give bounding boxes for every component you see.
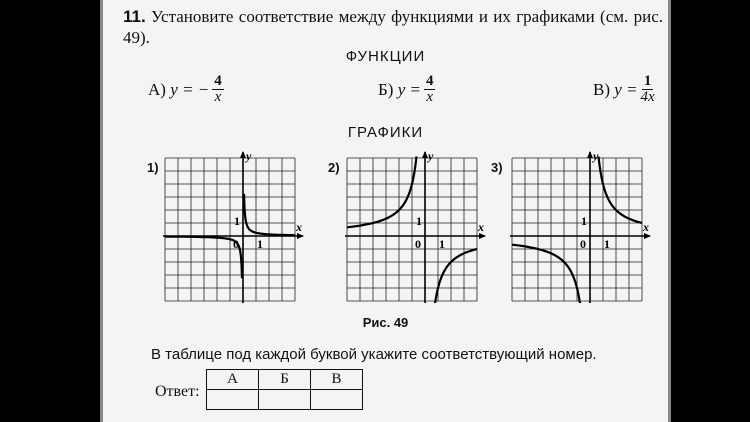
x-unit-label: 1 — [439, 237, 445, 251]
function-letter: Б) — [378, 79, 394, 99]
x-axis-label: x — [296, 220, 302, 234]
y-unit-label: 1 — [581, 214, 587, 228]
y-axis-label: y — [593, 149, 599, 163]
y-unit-label: 1 — [234, 214, 240, 228]
instruction-text: В таблице под каждой буквой укажите соответствующий номер. — [151, 346, 597, 363]
hyperbola-branch — [435, 249, 477, 303]
graph-1 — [161, 148, 309, 303]
function-lhs: y = — [614, 79, 638, 99]
x-axis-label: x — [643, 220, 649, 234]
answer-column-b: Б — [259, 370, 311, 390]
hyperbola-branch — [512, 245, 580, 303]
x-unit-label: 1 — [604, 237, 610, 251]
graph-2 — [343, 148, 493, 303]
function-fraction — [641, 74, 655, 105]
origin-label: 0 — [415, 237, 421, 251]
x-axis-label: x — [478, 220, 484, 234]
answer-table — [206, 369, 363, 410]
function-lhs: y = — [397, 79, 421, 99]
fraction-denominator: 4x — [640, 89, 655, 105]
fraction-denominator: x — [214, 89, 222, 105]
answer-column-c: В — [311, 370, 363, 390]
fraction-numerator: 4 — [425, 73, 434, 89]
y-axis-label: y — [246, 149, 252, 163]
function-b — [378, 74, 435, 105]
hyperbola-branch — [599, 157, 643, 224]
answer-column-a: А — [207, 370, 259, 390]
x-unit-label: 1 — [257, 237, 263, 251]
task-statement — [123, 6, 663, 48]
answer-cell-b[interactable] — [259, 390, 311, 410]
graphs-heading: ГРАФИКИ — [347, 124, 424, 141]
y-unit-label: 1 — [416, 214, 422, 228]
y-axis-label: y — [428, 149, 434, 163]
answer-cell-c[interactable] — [311, 390, 363, 410]
task-text: Установите соответствие между функциями и их графиками (см. рис. 49). — [123, 7, 664, 47]
answer-cell-a[interactable] — [207, 390, 259, 410]
function-fraction — [424, 74, 436, 105]
functions-heading: ФУНКЦИИ — [345, 48, 426, 65]
figure-caption: Рис. 49 — [362, 315, 409, 330]
hyperbola-branch — [165, 237, 242, 279]
graph-3 — [508, 148, 658, 303]
function-c — [593, 74, 655, 105]
function-fraction — [212, 74, 224, 105]
hyperbola-branch — [244, 194, 295, 235]
function-lhs: y = − — [170, 79, 210, 99]
fraction-numerator: 1 — [643, 73, 652, 89]
function-letter: В) — [593, 79, 610, 99]
textbook-page — [100, 0, 671, 422]
graph-2-label: 2) — [328, 160, 340, 175]
origin-label: 0 — [233, 237, 239, 251]
function-letter: А) — [148, 79, 166, 99]
graph-3-label: 3) — [491, 160, 503, 175]
origin-label: 0 — [580, 237, 586, 251]
function-a — [148, 74, 224, 105]
fraction-denominator: x — [426, 89, 434, 105]
graph-1-label: 1) — [147, 160, 159, 175]
task-number: 11. — [123, 7, 146, 26]
fraction-numerator: 4 — [214, 73, 222, 89]
answer-label: Ответ: — [155, 383, 200, 400]
hyperbola-branch — [347, 157, 417, 228]
